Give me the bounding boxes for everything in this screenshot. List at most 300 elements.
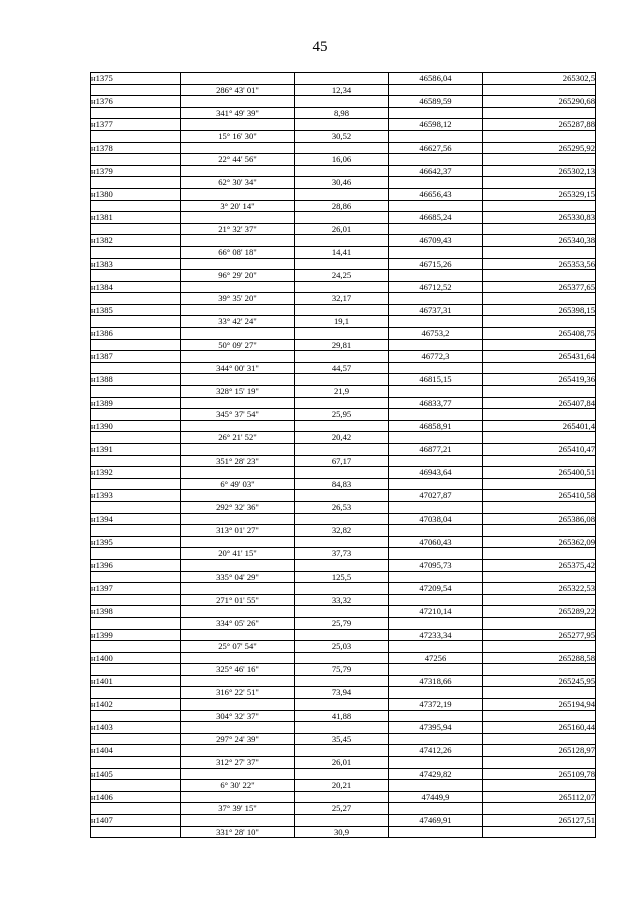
direction-angle-cell <box>181 791 295 803</box>
point-name-cell: н1389 <box>91 397 181 409</box>
x-coordinate-cell: 47210,14 <box>389 606 483 618</box>
point-row <box>91 791 596 803</box>
distance-cell: 25,27 <box>295 803 389 815</box>
distance-cell <box>295 188 389 200</box>
point-name-cell <box>91 548 181 560</box>
y-coordinate-cell: 265128,97 <box>483 745 596 757</box>
x-coordinate-cell: 46753,2 <box>389 328 483 340</box>
x-coordinate-cell: 47449,9 <box>389 791 483 803</box>
distance-cell <box>295 142 389 154</box>
y-coordinate-cell <box>483 710 596 722</box>
distance-cell <box>295 513 389 525</box>
y-coordinate-cell <box>483 478 596 490</box>
distance-cell <box>295 258 389 270</box>
y-coordinate-cell <box>483 780 596 792</box>
x-coordinate-cell <box>389 710 483 722</box>
point-name-cell: н1387 <box>91 351 181 363</box>
distance-cell <box>295 490 389 502</box>
point-name-cell: н1378 <box>91 142 181 154</box>
direction-angle-cell: 286° 43' 01" <box>181 84 295 96</box>
segment-row <box>91 780 596 792</box>
y-coordinate-cell <box>483 757 596 769</box>
point-name-cell <box>91 107 181 119</box>
direction-angle-cell: 334° 05' 26" <box>181 617 295 629</box>
x-coordinate-cell: 46833,77 <box>389 397 483 409</box>
direction-angle-cell: 25° 07' 54" <box>181 641 295 653</box>
point-name-cell <box>91 130 181 142</box>
point-name-cell <box>91 733 181 745</box>
distance-cell: 41,88 <box>295 710 389 722</box>
direction-angle-cell: 21° 32' 37" <box>181 223 295 235</box>
x-coordinate-cell <box>389 641 483 653</box>
x-coordinate-cell: 46715,26 <box>389 258 483 270</box>
point-name-cell <box>91 386 181 398</box>
point-row <box>91 119 596 131</box>
point-row <box>91 559 596 571</box>
point-row <box>91 583 596 595</box>
segment-row <box>91 455 596 467</box>
distance-cell: 25,79 <box>295 617 389 629</box>
point-name-cell <box>91 826 181 838</box>
point-name-cell: н1398 <box>91 606 181 618</box>
point-row <box>91 142 596 154</box>
x-coordinate-cell <box>389 246 483 258</box>
direction-angle-cell <box>181 629 295 641</box>
x-coordinate-cell: 46589,59 <box>389 96 483 108</box>
x-coordinate-cell <box>389 525 483 537</box>
distance-cell <box>295 467 389 479</box>
x-coordinate-cell: 47027,87 <box>389 490 483 502</box>
x-coordinate-cell <box>389 386 483 398</box>
x-coordinate-cell <box>389 130 483 142</box>
point-name-cell: н1380 <box>91 188 181 200</box>
direction-angle-cell: 20° 41' 15" <box>181 548 295 560</box>
point-name-cell: н1390 <box>91 420 181 432</box>
y-coordinate-cell: 265194,94 <box>483 699 596 711</box>
y-coordinate-cell <box>483 617 596 629</box>
segment-row <box>91 339 596 351</box>
direction-angle-cell <box>181 351 295 363</box>
direction-angle-cell: 313° 01' 27" <box>181 525 295 537</box>
point-name-cell <box>91 617 181 629</box>
segment-row <box>91 200 596 212</box>
y-coordinate-cell: 265290,68 <box>483 96 596 108</box>
y-coordinate-cell <box>483 432 596 444</box>
distance-cell <box>295 444 389 456</box>
point-row <box>91 165 596 177</box>
x-coordinate-cell: 47256 <box>389 652 483 664</box>
y-coordinate-cell: 265277,95 <box>483 629 596 641</box>
point-name-cell: н1375 <box>91 73 181 85</box>
point-row <box>91 675 596 687</box>
x-coordinate-cell <box>389 223 483 235</box>
distance-cell <box>295 699 389 711</box>
x-coordinate-cell: 47395,94 <box>389 722 483 734</box>
distance-cell: 125,5 <box>295 571 389 583</box>
direction-angle-cell <box>181 188 295 200</box>
point-name-cell: н1405 <box>91 768 181 780</box>
y-coordinate-cell: 265302,13 <box>483 165 596 177</box>
point-name-cell: н1388 <box>91 374 181 386</box>
y-coordinate-cell: 265302,5 <box>483 73 596 85</box>
y-coordinate-cell <box>483 339 596 351</box>
coordinates-table-body <box>91 73 596 838</box>
segment-row <box>91 409 596 421</box>
point-name-cell <box>91 525 181 537</box>
y-coordinate-cell: 265330,83 <box>483 212 596 224</box>
x-coordinate-cell: 46712,52 <box>389 281 483 293</box>
distance-cell <box>295 652 389 664</box>
y-coordinate-cell: 265400,51 <box>483 467 596 479</box>
direction-angle-cell: 22° 44' 56" <box>181 154 295 166</box>
y-coordinate-cell <box>483 177 596 189</box>
segment-row <box>91 130 596 142</box>
point-name-cell <box>91 316 181 328</box>
x-coordinate-cell <box>389 780 483 792</box>
point-name-cell: н1394 <box>91 513 181 525</box>
point-row <box>91 374 596 386</box>
y-coordinate-cell <box>483 293 596 305</box>
point-row <box>91 490 596 502</box>
point-row <box>91 606 596 618</box>
x-coordinate-cell: 47209,54 <box>389 583 483 595</box>
distance-cell <box>295 281 389 293</box>
point-name-cell <box>91 223 181 235</box>
direction-angle-cell <box>181 536 295 548</box>
x-coordinate-cell: 47095,73 <box>389 559 483 571</box>
point-row <box>91 815 596 827</box>
segment-row <box>91 432 596 444</box>
segment-row <box>91 246 596 258</box>
direction-angle-cell <box>181 606 295 618</box>
point-row <box>91 768 596 780</box>
direction-angle-cell: 50° 09' 27" <box>181 339 295 351</box>
segment-row <box>91 386 596 398</box>
distance-cell: 25,03 <box>295 641 389 653</box>
distance-cell: 44,57 <box>295 362 389 374</box>
segment-row <box>91 316 596 328</box>
direction-angle-cell: 344° 00' 31" <box>181 362 295 374</box>
x-coordinate-cell <box>389 200 483 212</box>
point-name-cell: н1384 <box>91 281 181 293</box>
x-coordinate-cell: 46709,43 <box>389 235 483 247</box>
x-coordinate-cell <box>389 594 483 606</box>
distance-cell <box>295 420 389 432</box>
y-coordinate-cell: 265287,88 <box>483 119 596 131</box>
point-row <box>91 652 596 664</box>
distance-cell: 26,53 <box>295 501 389 513</box>
x-coordinate-cell <box>389 362 483 374</box>
direction-angle-cell: 325° 46' 16" <box>181 664 295 676</box>
point-row <box>91 235 596 247</box>
point-name-cell: н1393 <box>91 490 181 502</box>
x-coordinate-cell <box>389 107 483 119</box>
direction-angle-cell: 312° 27' 37" <box>181 757 295 769</box>
x-coordinate-cell <box>389 501 483 513</box>
x-coordinate-cell: 47412,26 <box>389 745 483 757</box>
x-coordinate-cell: 47429,82 <box>389 768 483 780</box>
distance-cell: 12,34 <box>295 84 389 96</box>
direction-angle-cell <box>181 444 295 456</box>
distance-cell: 32,82 <box>295 525 389 537</box>
x-coordinate-cell <box>389 270 483 282</box>
distance-cell: 14,41 <box>295 246 389 258</box>
point-name-cell: н1400 <box>91 652 181 664</box>
point-name-cell: н1401 <box>91 675 181 687</box>
direction-angle-cell <box>181 722 295 734</box>
point-name-cell <box>91 339 181 351</box>
y-coordinate-cell: 265407,84 <box>483 397 596 409</box>
distance-cell <box>295 328 389 340</box>
distance-cell <box>295 583 389 595</box>
direction-angle-cell <box>181 142 295 154</box>
distance-cell: 20,42 <box>295 432 389 444</box>
y-coordinate-cell <box>483 84 596 96</box>
point-name-cell: н1391 <box>91 444 181 456</box>
distance-cell <box>295 351 389 363</box>
y-coordinate-cell <box>483 270 596 282</box>
distance-cell: 32,17 <box>295 293 389 305</box>
direction-angle-cell <box>181 513 295 525</box>
point-name-cell <box>91 571 181 583</box>
y-coordinate-cell <box>483 803 596 815</box>
point-name-cell <box>91 757 181 769</box>
point-row <box>91 304 596 316</box>
direction-angle-cell: 39° 35' 20" <box>181 293 295 305</box>
direction-angle-cell: 351° 28' 23" <box>181 455 295 467</box>
x-coordinate-cell <box>389 432 483 444</box>
direction-angle-cell <box>181 467 295 479</box>
point-name-cell <box>91 154 181 166</box>
x-coordinate-cell: 46858,91 <box>389 420 483 432</box>
direction-angle-cell: 341° 49' 39" <box>181 107 295 119</box>
distance-cell: 16,06 <box>295 154 389 166</box>
y-coordinate-cell <box>483 641 596 653</box>
y-coordinate-cell <box>483 200 596 212</box>
direction-angle-cell <box>181 165 295 177</box>
direction-angle-cell: 15° 16' 30" <box>181 130 295 142</box>
x-coordinate-cell: 46627,56 <box>389 142 483 154</box>
point-row <box>91 699 596 711</box>
direction-angle-cell: 3° 20' 14" <box>181 200 295 212</box>
direction-angle-cell <box>181 397 295 409</box>
x-coordinate-cell: 46656,43 <box>389 188 483 200</box>
point-name-cell: н1406 <box>91 791 181 803</box>
direction-angle-cell <box>181 304 295 316</box>
segment-row <box>91 84 596 96</box>
distance-cell: 84,83 <box>295 478 389 490</box>
direction-angle-cell <box>181 281 295 293</box>
point-row <box>91 629 596 641</box>
distance-cell <box>295 629 389 641</box>
y-coordinate-cell: 265127,51 <box>483 815 596 827</box>
distance-cell: 26,01 <box>295 757 389 769</box>
point-row <box>91 351 596 363</box>
segment-row <box>91 664 596 676</box>
x-coordinate-cell <box>389 571 483 583</box>
distance-cell <box>295 606 389 618</box>
y-coordinate-cell <box>483 223 596 235</box>
y-coordinate-cell: 265289,22 <box>483 606 596 618</box>
x-coordinate-cell <box>389 548 483 560</box>
point-row <box>91 73 596 85</box>
point-name-cell <box>91 455 181 467</box>
y-coordinate-cell <box>483 362 596 374</box>
point-name-cell <box>91 293 181 305</box>
x-coordinate-cell: 46815,15 <box>389 374 483 386</box>
segment-row <box>91 293 596 305</box>
y-coordinate-cell: 265329,15 <box>483 188 596 200</box>
direction-angle-cell <box>181 745 295 757</box>
point-name-cell: н1392 <box>91 467 181 479</box>
direction-angle-cell <box>181 420 295 432</box>
point-name-cell <box>91 246 181 258</box>
direction-angle-cell: 26° 21' 52" <box>181 432 295 444</box>
x-coordinate-cell: 46598,12 <box>389 119 483 131</box>
y-coordinate-cell: 265408,75 <box>483 328 596 340</box>
x-coordinate-cell <box>389 409 483 421</box>
distance-cell <box>295 745 389 757</box>
segment-row <box>91 641 596 653</box>
segment-row <box>91 617 596 629</box>
x-coordinate-cell <box>389 733 483 745</box>
point-name-cell: н1396 <box>91 559 181 571</box>
point-name-cell: н1386 <box>91 328 181 340</box>
distance-cell: 75,79 <box>295 664 389 676</box>
y-coordinate-cell: 265245,95 <box>483 675 596 687</box>
x-coordinate-cell: 47469,91 <box>389 815 483 827</box>
segment-row <box>91 107 596 119</box>
direction-angle-cell <box>181 374 295 386</box>
direction-angle-cell: 328° 15' 19" <box>181 386 295 398</box>
segment-row <box>91 525 596 537</box>
x-coordinate-cell: 47060,43 <box>389 536 483 548</box>
y-coordinate-cell: 265410,47 <box>483 444 596 456</box>
distance-cell <box>295 536 389 548</box>
point-name-cell <box>91 478 181 490</box>
page-number: 45 <box>312 39 328 55</box>
segment-row <box>91 548 596 560</box>
distance-cell: 30,9 <box>295 826 389 838</box>
direction-angle-cell <box>181 652 295 664</box>
y-coordinate-cell <box>483 501 596 513</box>
direction-angle-cell: 292° 32' 36" <box>181 501 295 513</box>
direction-angle-cell: 316° 22' 51" <box>181 687 295 699</box>
direction-angle-cell: 304° 32' 37" <box>181 710 295 722</box>
y-coordinate-cell <box>483 826 596 838</box>
x-coordinate-cell <box>389 687 483 699</box>
point-name-cell <box>91 362 181 374</box>
direction-angle-cell: 33° 42' 24" <box>181 316 295 328</box>
y-coordinate-cell: 265401,4 <box>483 420 596 432</box>
x-coordinate-cell: 46685,24 <box>389 212 483 224</box>
direction-angle-cell: 297° 24' 39" <box>181 733 295 745</box>
point-name-cell: н1385 <box>91 304 181 316</box>
y-coordinate-cell: 265375,42 <box>483 559 596 571</box>
y-coordinate-cell: 265377,65 <box>483 281 596 293</box>
point-name-cell: н1376 <box>91 96 181 108</box>
x-coordinate-cell <box>389 803 483 815</box>
y-coordinate-cell: 265410,58 <box>483 490 596 502</box>
point-name-cell <box>91 687 181 699</box>
segment-row <box>91 757 596 769</box>
point-name-cell <box>91 200 181 212</box>
segment-row <box>91 571 596 583</box>
x-coordinate-cell: 47372,19 <box>389 699 483 711</box>
direction-angle-cell: 37° 39' 15" <box>181 803 295 815</box>
direction-angle-cell <box>181 768 295 780</box>
segment-row <box>91 826 596 838</box>
point-row <box>91 188 596 200</box>
point-row <box>91 722 596 734</box>
point-row <box>91 444 596 456</box>
x-coordinate-cell <box>389 339 483 351</box>
segment-row <box>91 362 596 374</box>
segment-row <box>91 270 596 282</box>
distance-cell <box>295 119 389 131</box>
point-name-cell <box>91 710 181 722</box>
point-name-cell <box>91 641 181 653</box>
direction-angle-cell <box>181 328 295 340</box>
point-name-cell: н1381 <box>91 212 181 224</box>
y-coordinate-cell <box>483 525 596 537</box>
segment-row <box>91 154 596 166</box>
direction-angle-cell: 62° 30' 34" <box>181 177 295 189</box>
y-coordinate-cell: 265419,36 <box>483 374 596 386</box>
direction-angle-cell <box>181 212 295 224</box>
point-row <box>91 96 596 108</box>
x-coordinate-cell <box>389 478 483 490</box>
point-row <box>91 258 596 270</box>
distance-cell: 30,46 <box>295 177 389 189</box>
x-coordinate-cell <box>389 664 483 676</box>
distance-cell <box>295 722 389 734</box>
point-name-cell <box>91 432 181 444</box>
y-coordinate-cell <box>483 548 596 560</box>
point-name-cell: н1379 <box>91 165 181 177</box>
point-name-cell <box>91 84 181 96</box>
y-coordinate-cell <box>483 455 596 467</box>
point-row <box>91 467 596 479</box>
distance-cell <box>295 675 389 687</box>
point-name-cell: н1403 <box>91 722 181 734</box>
distance-cell <box>295 304 389 316</box>
segment-row <box>91 594 596 606</box>
y-coordinate-cell <box>483 154 596 166</box>
y-coordinate-cell <box>483 594 596 606</box>
point-row <box>91 212 596 224</box>
x-coordinate-cell <box>389 826 483 838</box>
distance-cell <box>295 165 389 177</box>
distance-cell: 8,98 <box>295 107 389 119</box>
y-coordinate-cell: 265322,53 <box>483 583 596 595</box>
x-coordinate-cell <box>389 84 483 96</box>
distance-cell <box>295 374 389 386</box>
point-name-cell: н1397 <box>91 583 181 595</box>
y-coordinate-cell: 265398,15 <box>483 304 596 316</box>
direction-angle-cell <box>181 258 295 270</box>
distance-cell: 67,17 <box>295 455 389 467</box>
point-name-cell <box>91 594 181 606</box>
y-coordinate-cell: 265431,64 <box>483 351 596 363</box>
segment-row <box>91 177 596 189</box>
point-name-cell <box>91 780 181 792</box>
x-coordinate-cell: 46737,31 <box>389 304 483 316</box>
x-coordinate-cell <box>389 617 483 629</box>
distance-cell: 35,45 <box>295 733 389 745</box>
x-coordinate-cell <box>389 177 483 189</box>
y-coordinate-cell <box>483 664 596 676</box>
